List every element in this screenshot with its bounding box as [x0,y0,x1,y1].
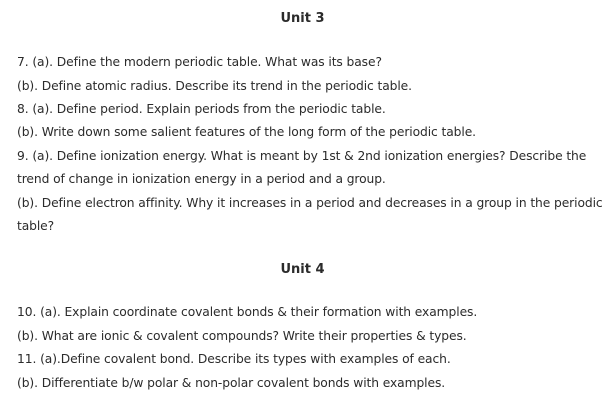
question-9a-line-2: trend of change in ionization energy in a period and a group. [17,172,386,186]
question-10a: 10. (a). Explain coordinate covalent bonds & their formation with examples. [17,305,478,319]
unit-4-heading: Unit 4 [280,262,325,277]
question-9a-line-1: 9. (a). Define ionization energy. What is meant by 1st & 2nd ionization energies? Describe the [17,149,587,163]
question-7b: (b). Define atomic radius. Describe its trend in the periodic table. [17,79,412,93]
question-8b: (b). Write down some salient features of the long form of the periodic table. [17,125,476,139]
unit-3-heading: Unit 3 [280,11,325,26]
question-9b-line-2: table? [17,219,55,233]
question-7a: 7. (a). Define the modern periodic table. What was its base? [17,55,382,69]
question-9b-line-1: (b). Define electron affinity. Why it increases in a period and decreases in a group in the periodic [17,196,603,210]
question-8a: 8. (a). Define period. Explain periods from the periodic table. [17,102,386,116]
question-11b: (b). Differentiate b/w polar & non-polar covalent bonds with examples. [17,376,446,390]
question-10b: (b). What are ionic & covalent compounds? Write their properties & types. [17,329,467,343]
question-11a: 11. (a).Define covalent bond. Describe its types with examples of each. [17,352,451,366]
